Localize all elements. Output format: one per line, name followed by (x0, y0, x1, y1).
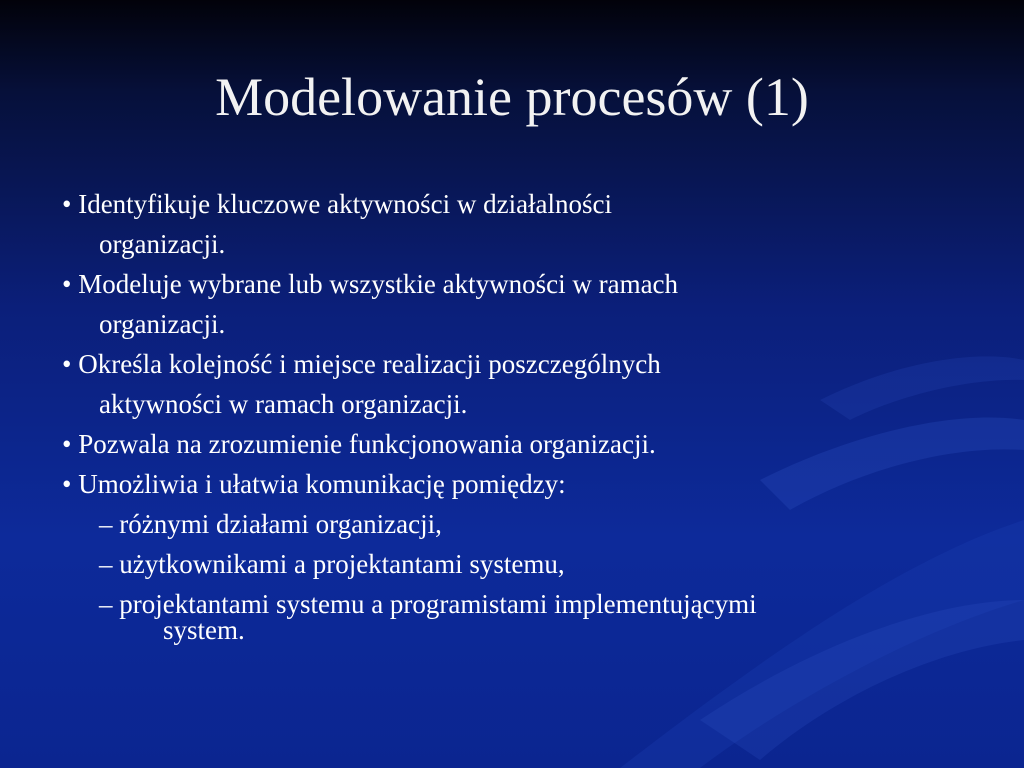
bullet-item: • Określa kolejność i miejsce realizacji poszczególnych (62, 349, 661, 379)
slide-title: Modelowanie procesów (1) (215, 67, 809, 127)
bullet-item-continuation: organizacji. (99, 229, 226, 259)
bullet-item: • Modeluje wybrane lub wszystkie aktywności w ramach (62, 269, 679, 299)
bullet-item-continuation: organizacji. (99, 309, 226, 339)
bullet-item: • Umożliwia i ułatwia komunikację pomiędzy: (62, 469, 566, 499)
bullet-list (62, 184, 942, 644)
sub-bullet-item: – różnymi działami organizacji, (99, 509, 442, 539)
sub-bullet-item-continuation: system. (163, 615, 245, 645)
bullet-item: • Identyfikuje kluczowe aktywności w działalności (62, 189, 613, 219)
bullet-item: • Pozwala na zrozumienie funkcjonowania organizacji. (62, 429, 656, 459)
bullet-item-continuation: aktywności w ramach organizacji. (99, 389, 468, 419)
sub-bullet-item: – projektantami systemu a programistami implementującymi (99, 589, 757, 619)
sub-bullet-item: – użytkownikami a projektantami systemu, (99, 549, 565, 579)
